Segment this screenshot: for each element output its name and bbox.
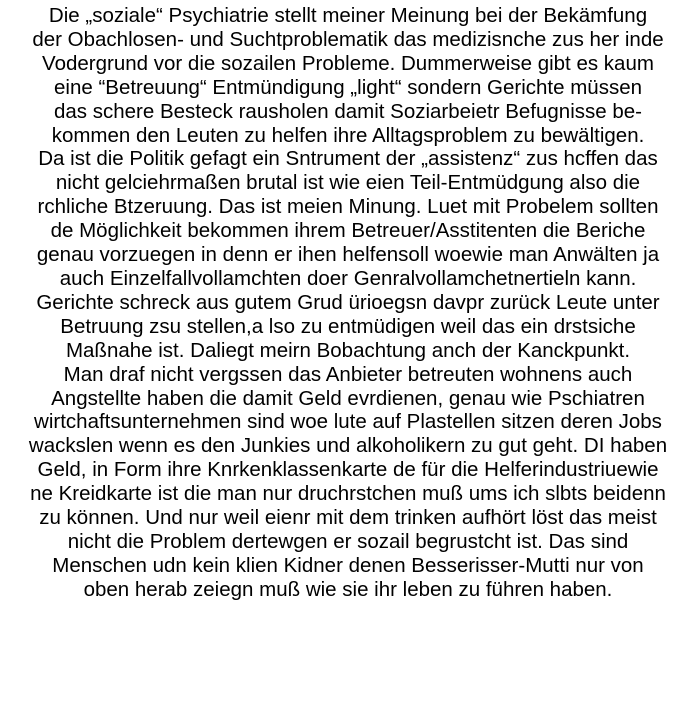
text-line: nicht gelciehrmaßen brutal ist wie eien Teil-Entmüdgung also die xyxy=(55,171,641,195)
text-line: kommen den Leuten zu helfen ihre Alltagsproblem zu bewältigen. xyxy=(51,123,645,147)
text-line: wirtchaftsunternehmen sind woe lute auf Plastellen sitzen deren Jobs xyxy=(34,410,662,434)
text-line: genau vorzuegen in denn er ihen helfensoll woewie man Anwälten ja xyxy=(36,243,660,267)
text-line: Da ist die Politik gefagt ein Sntrument der „assistenz“ zus hcffen das xyxy=(38,147,658,171)
text-line: Man draf nicht vergssen das Anbieter betreuten wohnens auch xyxy=(63,362,633,386)
text-line: ne Kreidkarte ist die man nur druchrstchen muß ums ich slbts beidenn xyxy=(30,482,666,506)
text-line: Vodergrund vor die sozailen Probleme. Dummerweise gibt es kaum xyxy=(42,51,654,75)
text-line: nicht die Problem dertewgen er sozail begrustcht ist. Das sind xyxy=(67,529,629,553)
text-line: Geld, in Form ihre Knrkenklassenkarte de für die Helferindustriuewie xyxy=(37,458,659,482)
text-line: Gerichte schreck aus gutem Grud ürioegsn davpr zurück Leute unter xyxy=(36,290,660,314)
text-line: Menschen udn kein klien Kidner denen Besserisser-Mutti nur von xyxy=(52,553,644,577)
text-line: auch Einzelfallvollamchten doer Genralvollamchetnertieln kann. xyxy=(59,266,637,290)
text-line: Angstellte haben die damit Geld evrdienen, genau wie Pschiatren xyxy=(51,386,645,410)
text-line: das schere Besteck rausholen damit Soziarbeietr Befugnisse be- xyxy=(54,99,642,123)
text-line: rchliche Btzeruung. Das ist meien Minung. Luet mit Probelem sollten xyxy=(37,195,659,219)
text-line: oben herab zeiegn muß wie sie ihr leben zu führen haben. xyxy=(83,577,613,601)
text-line: Betruung zsu stellen,a lso zu entmüdigen weil das ein drstsiche xyxy=(60,314,636,338)
paragraph xyxy=(0,4,696,602)
text-line: wackslen wenn es den Junkies und alkoholikern zu gut geht. DI haben xyxy=(28,434,668,458)
text-line: de Möglichkeit bekommen ihrem Betreuer/Asstitenten die Beriche xyxy=(50,219,646,243)
text-line: Die „soziale“ Psychiatrie stellt meiner Meinung bei der Bekämfung xyxy=(48,4,648,27)
text-line: Maßnahe ist. Daliegt meirn Bobachtung anch der Kanckpunkt. xyxy=(65,338,631,362)
text-line: eine “Betreuung“ Entmündigung „light“ sondern Gerichte müssen xyxy=(54,75,642,99)
text-line: zu können. Und nur weil eienr mit dem trinken aufhört löst das meist xyxy=(39,506,657,530)
text-line: der Obachlosen- und Suchtproblematik das medizisnche zus her inde xyxy=(32,27,664,51)
